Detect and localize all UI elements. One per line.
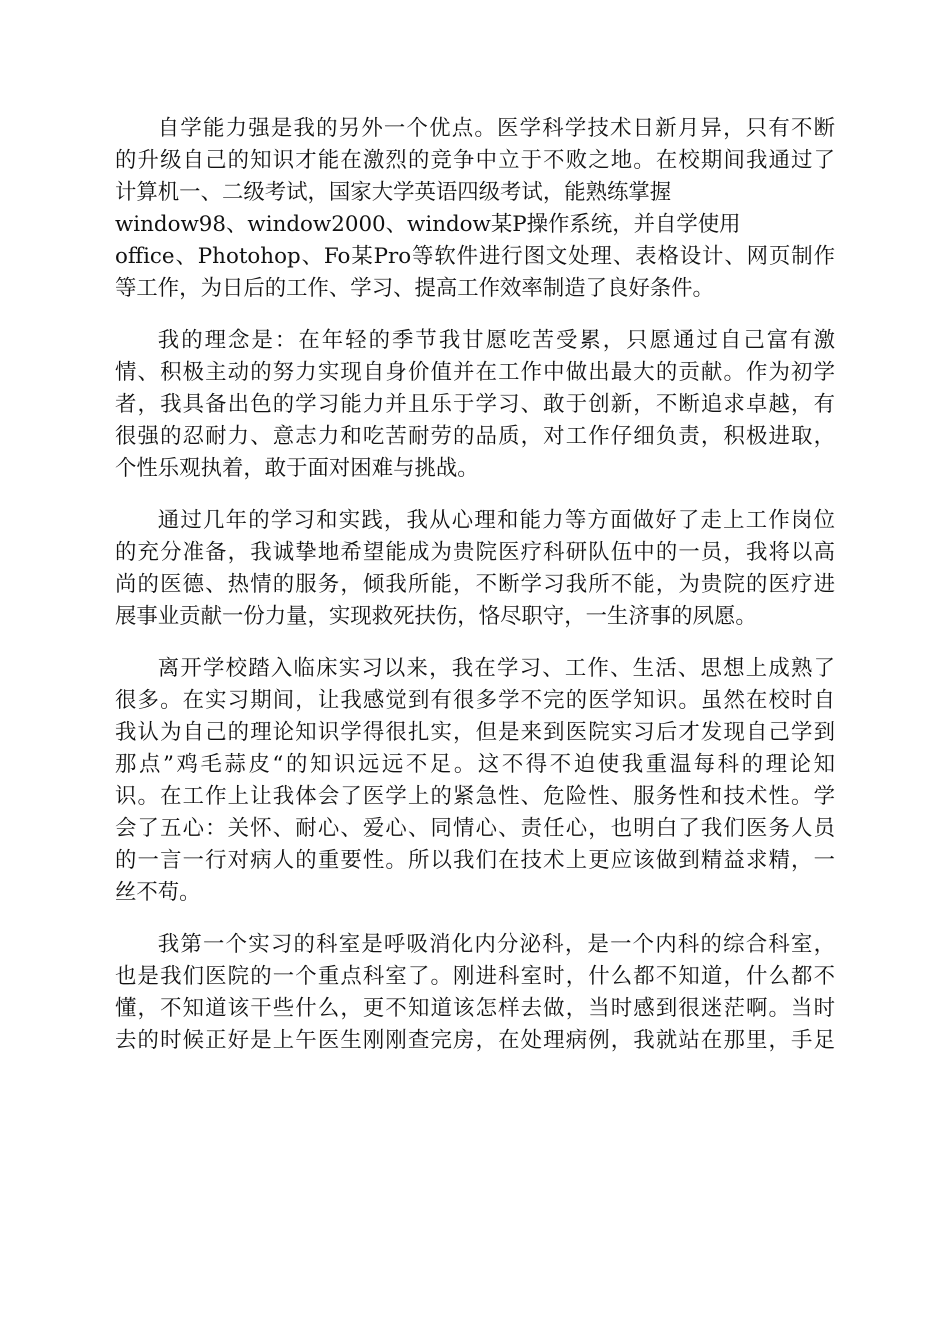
paragraph-internship <box>115 653 835 909</box>
text-line: 通过几年的学习和实践，我从心理和能力等方面做好了走上工作岗位 <box>157 508 835 533</box>
text-line: 的充分准备，我诚挚地希望能成为贵院医疗科研队伍中的一员，我将以高 <box>115 540 835 565</box>
text-line: 懂，不知道该干些什么，更不知道该怎样去做，当时感到很迷茫啊。当时 <box>115 996 835 1021</box>
text-line: 会了五心：关怀、耐心、爱心、同情心、责任心，也明白了我们医务人员 <box>115 816 835 841</box>
text-line: 我的理念是：在年轻的季节我甘愿吃苦受累，只愿通过自己富有激 <box>157 328 835 353</box>
text-line: 个性乐观执着，敢于面对困难与挑战。 <box>115 456 479 481</box>
text-line: 很强的忍耐力、意志力和吃苦耐劳的品质，对工作仔细负责，积极进取， <box>115 424 835 449</box>
text-line: 我认为自己的理论知识学得很扎实，但是来到医院实习后才发现自己学到 <box>115 720 835 745</box>
text-line: 尚的医德、热情的服务，倾我所能，不断学习我所不能，为贵院的医疗进 <box>115 572 835 597</box>
text-line: 者，我具备出色的学习能力并且乐于学习、敢于创新，不断追求卓越，有 <box>115 392 835 417</box>
text-line: 的升级自己的知识才能在激烈的竞争中立于不败之地。在校期间我通过了 <box>115 148 835 173</box>
paragraph-self-learning <box>115 113 835 305</box>
text-line: 等工作，为日后的工作、学习、提高工作效率制造了良好条件。 <box>115 276 714 301</box>
text-line: 的一言一行对病人的重要性。所以我们在技术上更应该做到精益求精，一 <box>115 848 835 873</box>
text-line: office、Photohop、Fo某Pro等软件进行图文处理、表格设计、网页制作 <box>115 244 835 269</box>
paragraph-philosophy <box>115 325 835 485</box>
text-line: 很多。在实习期间，让我感觉到有很多学不完的医学知识。虽然在校时自 <box>115 688 835 713</box>
text-line: 离开学校踏入临床实习以来，我在学习、工作、生活、思想上成熟了 <box>157 656 835 681</box>
text-line: 也是我们医院的一个重点科室了。刚进科室时，什么都不知道，什么都不 <box>115 964 835 989</box>
text-line: window98、window2000、window某P操作系统，并自学使用 <box>115 212 741 237</box>
text-line: 情、积极主动的努力实现自身价值并在工作中做出最大的贡献。作为初学 <box>115 360 835 385</box>
text-line: 计算机一、二级考试，国家大学英语四级考试，能熟练掌握 <box>115 180 672 205</box>
text-line: 展事业贡献一份力量，实现救死扶伤，恪尽职守，一生济事的夙愿。 <box>115 604 757 629</box>
text-line: 自学能力强是我的另外一个优点。医学科学技术日新月异，只有不断 <box>157 116 835 141</box>
text-line: 识。在工作上让我体会了医学上的紧急性、危险性、服务性和技术性。学 <box>115 784 835 809</box>
text-line: 丝不苟。 <box>115 880 201 905</box>
text-line: 去的时候正好是上午医生刚刚查完房，在处理病例，我就站在那里，手足 <box>115 1028 835 1053</box>
paragraph-preparation <box>115 505 835 633</box>
document-page <box>115 113 835 1077</box>
text-line: 我第一个实习的科室是呼吸消化内分泌科，是一个内科的综合科室， <box>157 932 835 957</box>
text-line: 那点”鸡毛蒜皮“的知识远远不足。这不得不迫使我重温每科的理论知 <box>115 752 835 777</box>
paragraph-first-department <box>115 929 835 1057</box>
